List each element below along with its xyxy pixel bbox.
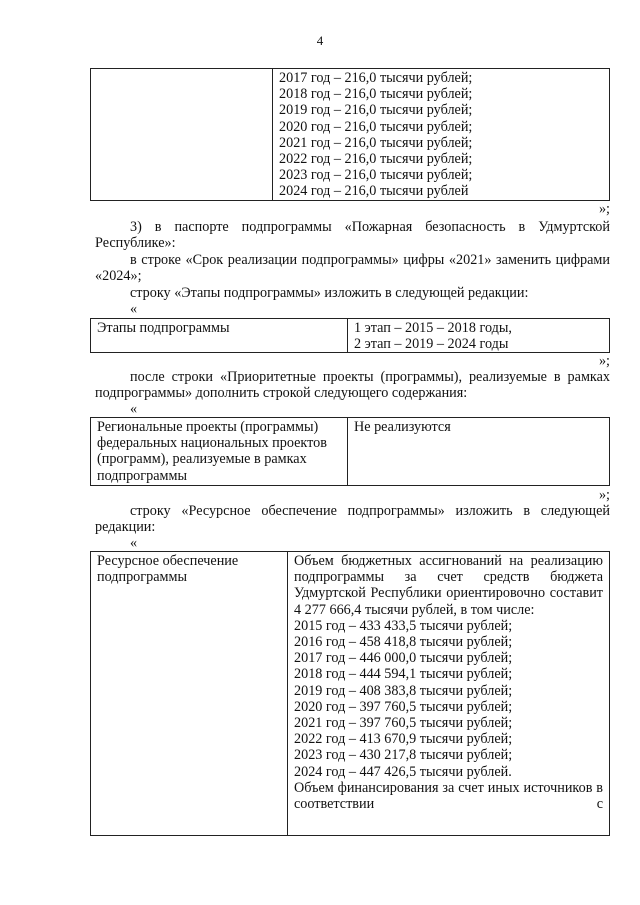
resource-year-line: 2017 год – 446 000,0 тысячи рублей; xyxy=(294,650,513,667)
stages-table xyxy=(90,318,610,353)
close-quote: »; xyxy=(598,201,610,217)
resource-label: Ресурсное обеспечение подпрограммы xyxy=(91,552,288,836)
table1-line: 2023 год – 216,0 тысячи рублей; xyxy=(279,167,473,184)
resource-year-line: 2015 год – 433 433,5 тысячи рублей; xyxy=(294,617,513,634)
resource-value xyxy=(288,552,610,836)
resource-year-line: 2021 год – 397 760,5 тысячи рублей; xyxy=(294,715,513,732)
stages-value xyxy=(348,319,610,353)
stage-line: 2 этап – 2019 – 2024 годы xyxy=(354,336,509,353)
regional-projects-table xyxy=(90,417,610,486)
resource-table xyxy=(90,551,610,836)
table1-left-cell xyxy=(91,69,273,201)
table1-line: 2021 год – 216,0 тысячи рублей; xyxy=(279,134,473,151)
table1-line: 2017 год – 216,0 тысячи рублей; xyxy=(279,70,473,86)
resource-year-line: 2019 год – 408 383,8 тысячи рублей; xyxy=(294,682,513,699)
open-quote: « xyxy=(130,401,138,417)
resource-other-sources: Объем финансирования за счет иных источников в соответствии с xyxy=(294,779,603,813)
paragraph-resource: строку «Ресурсное обеспечение подпрограммы» изложить в следующей редакции: xyxy=(95,503,610,536)
resource-year-line: 2024 год – 447 426,5 тысячи рублей. xyxy=(294,763,512,780)
regional-projects-value: Не реализуются xyxy=(348,418,610,486)
funding-continuation-table xyxy=(90,68,610,201)
paragraph-term: в строке «Срок реализации подпрограммы» цифры «2021» заменить цифрами «2024»; xyxy=(95,252,610,285)
resource-intro: Объем бюджетных ассигнований на реализацию подпрограммы за счет средств бюджета Удмуртской Республики ориентировочно составит 4 277 666,4 тысячи рублей, в том числе: xyxy=(294,553,603,618)
page-number: 4 xyxy=(316,33,324,48)
table1-line: 2024 год – 216,0 тысячи рублей xyxy=(279,183,469,200)
paragraph-after: после строки «Приоритетные проекты (программы), реализуемые в рамках подпрограммы» дополнить строкой следующего содержания: xyxy=(95,369,610,402)
stages-label: Этапы подпрограммы xyxy=(91,319,348,353)
table1-years-cell xyxy=(273,69,610,201)
table1-line: 2020 год – 216,0 тысячи рублей; xyxy=(279,118,473,135)
resource-year-line: 2023 год – 430 217,8 тысячи рублей; xyxy=(294,747,513,764)
regional-projects-label: Региональные проекты (программы) федеральных национальных проектов (программ), реализуемые в рамках подпрограммы xyxy=(91,418,348,486)
paragraph-stages: строку «Этапы подпрограммы» изложить в следующей редакции: xyxy=(130,285,529,301)
open-quote: « xyxy=(130,301,138,317)
paragraph-item-3: 3) в паспорте подпрограммы «Пожарная безопасность в Удмуртской Республике»: xyxy=(95,219,610,252)
resource-year-line: 2016 год – 458 418,8 тысячи рублей; xyxy=(294,634,513,651)
table1-line: 2019 год – 216,0 тысячи рублей; xyxy=(279,102,473,119)
table1-line: 2022 год – 216,0 тысячи рублей; xyxy=(279,151,473,168)
table1-line: 2018 год – 216,0 тысячи рублей; xyxy=(279,86,473,103)
resource-year-line: 2022 год – 413 670,9 тысячи рублей; xyxy=(294,731,513,748)
close-quote: »; xyxy=(598,487,610,503)
close-quote: »; xyxy=(598,353,610,369)
resource-year-line: 2018 год – 444 594,1 тысячи рублей; xyxy=(294,666,513,683)
open-quote: « xyxy=(130,535,138,551)
resource-year-line: 2020 год – 397 760,5 тысячи рублей; xyxy=(294,698,513,715)
stage-line: 1 этап – 2015 – 2018 годы, xyxy=(354,320,512,336)
